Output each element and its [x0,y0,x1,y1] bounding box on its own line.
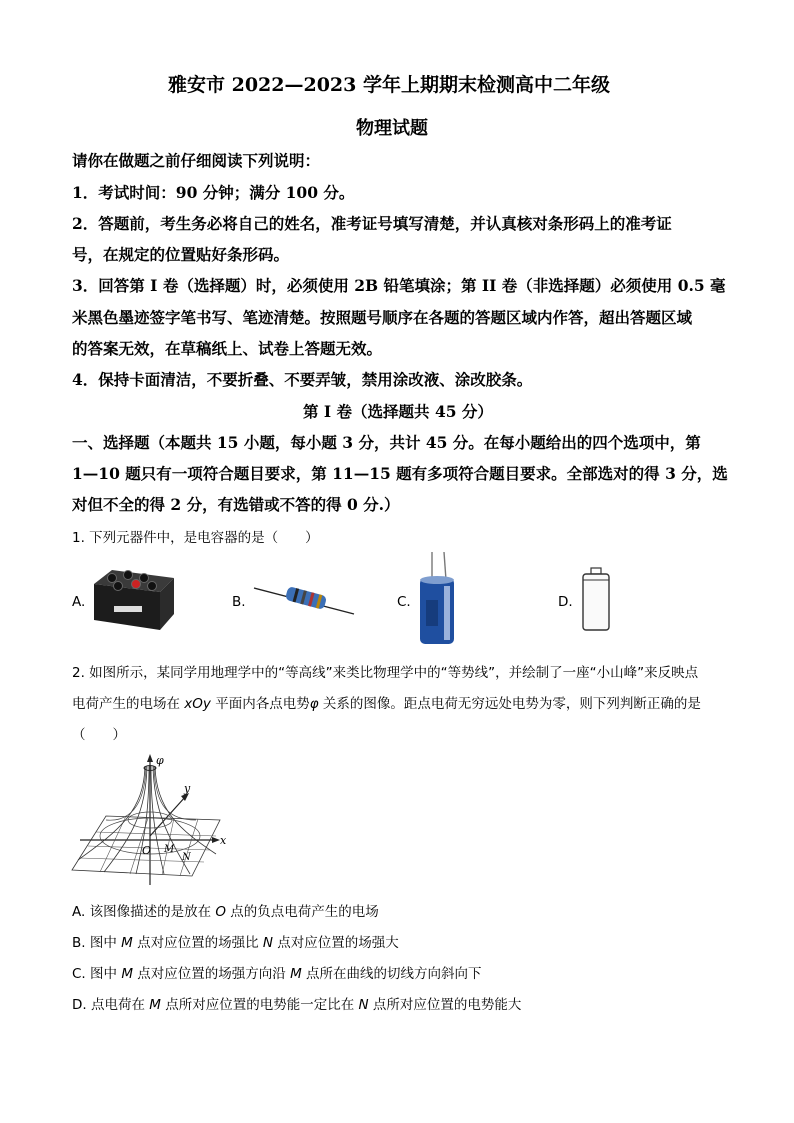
q2-option-d-mid: 点所对应位置的电势能一定比在 [160,997,359,1013]
capacitor-image [414,550,460,648]
instruction-2a: 2．答题前，考生务必将自己的姓名，准考证号填写清楚，并认真核对条形码上的准考证 [72,214,672,233]
section-desc-2: 1—10 题只有一项符合题目要求，第 11—15 题有多项符合题目要求。全部选对的得 3 分，选 [72,464,728,483]
origin-label: O [142,844,152,857]
instruction-3b: 米黑色墨迹签字笔书写、笔迹清楚。按照题号顺序在各题的答题区域内作答，超出答题区域 [72,308,693,327]
battery-image [580,566,612,634]
q2-option-b-post: 点对应位置的场强大 [273,935,399,951]
q2-option-a [72,900,379,920]
q2-stem-2-post: 关系的图像。距点电荷无穷远处电势为零，则下列判断正确的是 [318,696,701,712]
q2-option-c-var1: M [121,966,133,982]
page-title: 雅安市 2022—2023 学年上期期末检测高中二年级 [168,74,610,96]
instruction-3c: 的答案无效，在草稿纸上、试卷上答题无效。 [72,339,383,358]
q2-stem-2-mid: 平面内各点电势 [210,696,310,712]
q1-option-c-label: C. [397,594,411,610]
resistor-image [252,580,356,620]
section-heading: 第 I 卷（选择题共 45 分） [303,402,493,421]
instructions-intro: 请你在做题之前仔细阅读下列说明： [72,151,321,170]
q2-option-a-pre: A. 该图像描述的是放在 [72,904,216,920]
x-axis-label: x [220,834,227,847]
q2-option-d [72,993,521,1013]
potential-surface-figure [70,750,240,892]
q2-option-c-pre: C. 图中 [72,966,122,982]
instruction-4: 4．保持卡面清洁，不要折叠、不要弄皱，禁用涂改液、涂改胶条。 [72,370,533,389]
y-axis-label: y [184,782,191,795]
q1-option-d-label: D. [558,594,573,610]
q2-option-c-post: 点所在曲线的切线方向斜向下 [301,966,482,982]
q2-option-d-var2: N [358,997,369,1013]
q2-option-d-post: 点所对应位置的电势能大 [368,997,522,1013]
m-point-label: M [164,844,175,855]
q2-option-b [72,931,399,951]
q2-option-d-pre: D. 点电荷在 [72,997,150,1013]
n-point-label: N [182,852,191,863]
q2-option-b-mid: 点对应位置的场强比 [132,935,263,951]
q2-stem-1: 2. 如图所示，某同学用地理学中的“等高线”来类比物理学中的“等势线”，并绘制了一座“小山峰”来反映点 [72,665,699,681]
q2-option-d-var1: M [149,997,161,1013]
instruction-2b: 号，在规定的位置贴好条形码。 [72,245,290,264]
resistance-box-image [90,562,176,634]
q2-option-b-var1: M [121,935,133,951]
section-desc-1: 一、选择题（本题共 15 小题，每小题 3 分，共计 45 分。在每小题给出的四个选项中，第 [72,433,701,452]
q2-option-a-post: 点的负点电荷产生的电场 [226,904,379,920]
q1-stem: 1. 下列元器件中，是电容器的是（ ） [72,530,319,546]
q2-var-xoy: xOy [184,696,211,712]
q2-option-c-var2: M [290,966,302,982]
instruction-3a: 3．回答第 I 卷（选择题）时，必须使用 2B 铅笔填涂；第 II 卷（非选择题）必须使用 0.5 毫 [72,276,726,295]
q1-option-a-label: A. [72,594,86,610]
q2-option-b-pre: B. 图中 [72,935,122,951]
q2-stem-2-pre: 电荷产生的电场在 [72,696,185,712]
q2-var-phi: φ [309,696,319,712]
q2-stem-2 [72,692,701,712]
q2-option-c-mid: 点对应位置的场强方向沿 [132,966,291,982]
q2-option-c [72,962,482,982]
q2-stem-3: （ ） [72,727,126,743]
q2-option-b-var2: N [262,935,273,951]
instruction-1: 1．考试时间：90 分钟；满分 100 分。 [72,183,355,202]
section-desc-3: 对但不全的得 2 分，有选错或不答的得 0 分.） [72,495,400,514]
q1-option-b-label: B. [232,594,246,610]
page-subtitle: 物理试题 [356,118,428,139]
phi-axis-label: φ [156,754,164,767]
q2-option-a-var: O [215,904,227,920]
